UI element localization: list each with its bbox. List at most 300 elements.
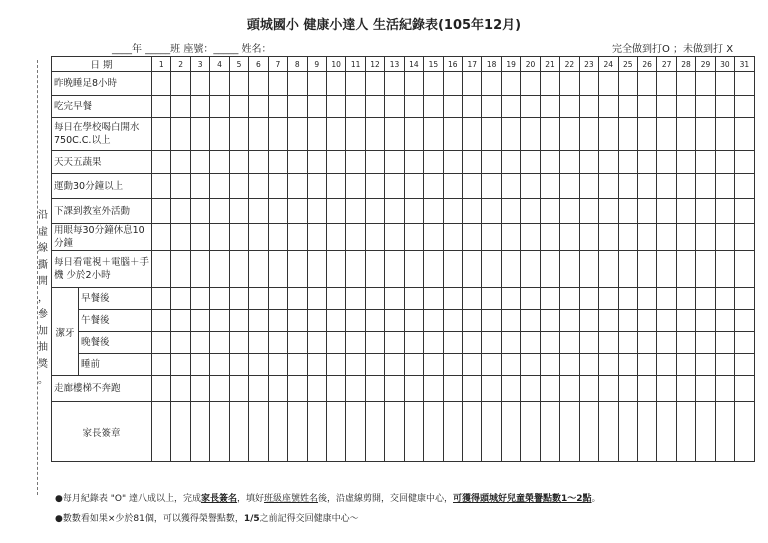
day-cell[interactable] (404, 288, 423, 310)
day-cell[interactable] (715, 288, 734, 310)
day-cell[interactable] (696, 199, 715, 224)
day-cell[interactable] (229, 224, 248, 251)
day-cell[interactable] (307, 224, 326, 251)
day-cell[interactable] (657, 376, 676, 402)
day-cell[interactable] (599, 174, 618, 199)
day-cell[interactable] (696, 251, 715, 288)
day-cell[interactable] (521, 224, 540, 251)
day-cell[interactable] (618, 224, 637, 251)
day-cell[interactable] (385, 118, 404, 151)
day-cell[interactable] (618, 310, 637, 332)
day-cell[interactable] (404, 251, 423, 288)
day-cell[interactable] (249, 354, 268, 376)
day-cell[interactable] (190, 224, 209, 251)
day-cell[interactable] (482, 332, 501, 354)
day-cell[interactable] (152, 118, 171, 151)
day-cell[interactable] (637, 288, 656, 310)
day-cell[interactable] (385, 354, 404, 376)
day-cell[interactable] (365, 72, 384, 96)
day-cell[interactable] (210, 288, 229, 310)
day-cell[interactable] (696, 310, 715, 332)
day-cell[interactable] (171, 310, 190, 332)
day-cell[interactable] (249, 96, 268, 118)
day-cell[interactable] (210, 251, 229, 288)
day-cell[interactable] (521, 354, 540, 376)
day-cell[interactable] (210, 118, 229, 151)
day-cell[interactable] (657, 199, 676, 224)
day-cell[interactable] (501, 96, 520, 118)
day-cell[interactable] (657, 288, 676, 310)
day-cell[interactable] (443, 72, 462, 96)
day-cell[interactable] (637, 354, 656, 376)
day-cell[interactable] (229, 354, 248, 376)
day-cell[interactable] (715, 354, 734, 376)
day-cell[interactable] (171, 151, 190, 174)
day-cell[interactable] (599, 251, 618, 288)
day-cell[interactable] (268, 251, 287, 288)
day-cell[interactable] (618, 251, 637, 288)
day-cell[interactable] (560, 151, 579, 174)
day-cell[interactable] (540, 199, 559, 224)
day-cell[interactable] (288, 288, 307, 310)
day-cell[interactable] (229, 402, 248, 462)
day-cell[interactable] (307, 199, 326, 224)
day-cell[interactable] (540, 96, 559, 118)
day-cell[interactable] (637, 199, 656, 224)
day-cell[interactable] (152, 288, 171, 310)
day-cell[interactable] (637, 224, 656, 251)
day-cell[interactable] (385, 199, 404, 224)
day-cell[interactable] (443, 402, 462, 462)
day-cell[interactable] (501, 376, 520, 402)
day-cell[interactable] (501, 354, 520, 376)
day-cell[interactable] (482, 72, 501, 96)
day-cell[interactable] (657, 251, 676, 288)
day-cell[interactable] (676, 151, 695, 174)
day-cell[interactable] (152, 310, 171, 332)
day-cell[interactable] (404, 402, 423, 462)
day-cell[interactable] (696, 288, 715, 310)
day-cell[interactable] (637, 251, 656, 288)
day-cell[interactable] (501, 288, 520, 310)
day-cell[interactable] (579, 310, 598, 332)
day-cell[interactable] (540, 174, 559, 199)
day-cell[interactable] (482, 151, 501, 174)
day-cell[interactable] (521, 199, 540, 224)
day-cell[interactable] (540, 251, 559, 288)
day-cell[interactable] (637, 332, 656, 354)
day-cell[interactable] (171, 402, 190, 462)
day-cell[interactable] (715, 402, 734, 462)
day-cell[interactable] (521, 288, 540, 310)
day-cell[interactable] (268, 96, 287, 118)
day-cell[interactable] (190, 72, 209, 96)
day-cell[interactable] (326, 72, 345, 96)
day-cell[interactable] (715, 151, 734, 174)
day-cell[interactable] (579, 332, 598, 354)
day-cell[interactable] (404, 174, 423, 199)
day-cell[interactable] (152, 199, 171, 224)
day-cell[interactable] (365, 251, 384, 288)
day-cell[interactable] (229, 72, 248, 96)
day-cell[interactable] (385, 376, 404, 402)
day-cell[interactable] (307, 118, 326, 151)
day-cell[interactable] (346, 174, 365, 199)
day-cell[interactable] (326, 96, 345, 118)
day-cell[interactable] (696, 354, 715, 376)
day-cell[interactable] (365, 174, 384, 199)
day-cell[interactable] (618, 332, 637, 354)
day-cell[interactable] (463, 199, 482, 224)
day-cell[interactable] (560, 118, 579, 151)
day-cell[interactable] (268, 199, 287, 224)
day-cell[interactable] (579, 288, 598, 310)
day-cell[interactable] (657, 96, 676, 118)
day-cell[interactable] (424, 199, 443, 224)
day-cell[interactable] (346, 310, 365, 332)
day-cell[interactable] (424, 402, 443, 462)
day-cell[interactable] (424, 332, 443, 354)
day-cell[interactable] (365, 310, 384, 332)
day-cell[interactable] (326, 251, 345, 288)
day-cell[interactable] (443, 199, 462, 224)
day-cell[interactable] (735, 402, 754, 462)
day-cell[interactable] (249, 118, 268, 151)
day-cell[interactable] (599, 96, 618, 118)
day-cell[interactable] (482, 310, 501, 332)
day-cell[interactable] (385, 332, 404, 354)
day-cell[interactable] (190, 174, 209, 199)
day-cell[interactable] (463, 96, 482, 118)
day-cell[interactable] (326, 174, 345, 199)
day-cell[interactable] (560, 332, 579, 354)
day-cell[interactable] (676, 96, 695, 118)
day-cell[interactable] (268, 288, 287, 310)
day-cell[interactable] (326, 224, 345, 251)
day-cell[interactable] (637, 72, 656, 96)
day-cell[interactable] (307, 174, 326, 199)
day-cell[interactable] (618, 96, 637, 118)
day-cell[interactable] (268, 72, 287, 96)
day-cell[interactable] (365, 402, 384, 462)
day-cell[interactable] (404, 310, 423, 332)
day-cell[interactable] (715, 72, 734, 96)
day-cell[interactable] (715, 224, 734, 251)
day-cell[interactable] (579, 118, 598, 151)
day-cell[interactable] (501, 251, 520, 288)
day-cell[interactable] (346, 251, 365, 288)
day-cell[interactable] (443, 310, 462, 332)
day-cell[interactable] (152, 96, 171, 118)
day-cell[interactable] (190, 199, 209, 224)
day-cell[interactable] (229, 310, 248, 332)
day-cell[interactable] (190, 402, 209, 462)
day-cell[interactable] (190, 310, 209, 332)
day-cell[interactable] (735, 332, 754, 354)
day-cell[interactable] (424, 310, 443, 332)
day-cell[interactable] (326, 118, 345, 151)
day-cell[interactable] (560, 310, 579, 332)
day-cell[interactable] (365, 199, 384, 224)
day-cell[interactable] (190, 251, 209, 288)
day-cell[interactable] (307, 251, 326, 288)
day-cell[interactable] (424, 118, 443, 151)
day-cell[interactable] (404, 332, 423, 354)
day-cell[interactable] (365, 224, 384, 251)
day-cell[interactable] (443, 332, 462, 354)
day-cell[interactable] (521, 151, 540, 174)
day-cell[interactable] (210, 72, 229, 96)
day-cell[interactable] (190, 332, 209, 354)
day-cell[interactable] (657, 224, 676, 251)
day-cell[interactable] (443, 224, 462, 251)
day-cell[interactable] (696, 174, 715, 199)
day-cell[interactable] (676, 354, 695, 376)
day-cell[interactable] (443, 354, 462, 376)
day-cell[interactable] (501, 151, 520, 174)
day-cell[interactable] (210, 402, 229, 462)
day-cell[interactable] (676, 376, 695, 402)
day-cell[interactable] (210, 96, 229, 118)
day-cell[interactable] (288, 199, 307, 224)
day-cell[interactable] (152, 402, 171, 462)
day-cell[interactable] (326, 151, 345, 174)
day-cell[interactable] (560, 174, 579, 199)
day-cell[interactable] (249, 288, 268, 310)
day-cell[interactable] (482, 251, 501, 288)
day-cell[interactable] (326, 288, 345, 310)
day-cell[interactable] (346, 151, 365, 174)
day-cell[interactable] (482, 224, 501, 251)
day-cell[interactable] (560, 354, 579, 376)
day-cell[interactable] (696, 96, 715, 118)
day-cell[interactable] (696, 332, 715, 354)
day-cell[interactable] (657, 151, 676, 174)
day-cell[interactable] (210, 224, 229, 251)
day-cell[interactable] (326, 310, 345, 332)
day-cell[interactable] (618, 72, 637, 96)
day-cell[interactable] (268, 354, 287, 376)
day-cell[interactable] (540, 72, 559, 96)
day-cell[interactable] (171, 224, 190, 251)
day-cell[interactable] (735, 354, 754, 376)
day-cell[interactable] (210, 199, 229, 224)
day-cell[interactable] (288, 332, 307, 354)
day-cell[interactable] (676, 174, 695, 199)
day-cell[interactable] (346, 402, 365, 462)
day-cell[interactable] (560, 288, 579, 310)
day-cell[interactable] (463, 118, 482, 151)
day-cell[interactable] (696, 72, 715, 96)
day-cell[interactable] (152, 251, 171, 288)
day-cell[interactable] (637, 310, 656, 332)
day-cell[interactable] (385, 72, 404, 96)
day-cell[interactable] (579, 96, 598, 118)
day-cell[interactable] (579, 199, 598, 224)
day-cell[interactable] (190, 376, 209, 402)
day-cell[interactable] (210, 310, 229, 332)
day-cell[interactable] (579, 174, 598, 199)
day-cell[interactable] (171, 251, 190, 288)
day-cell[interactable] (249, 174, 268, 199)
day-cell[interactable] (735, 151, 754, 174)
day-cell[interactable] (540, 151, 559, 174)
day-cell[interactable] (288, 310, 307, 332)
day-cell[interactable] (249, 310, 268, 332)
day-cell[interactable] (676, 72, 695, 96)
day-cell[interactable] (540, 118, 559, 151)
day-cell[interactable] (404, 376, 423, 402)
day-cell[interactable] (579, 224, 598, 251)
day-cell[interactable] (190, 118, 209, 151)
day-cell[interactable] (676, 402, 695, 462)
day-cell[interactable] (443, 288, 462, 310)
day-cell[interactable] (560, 402, 579, 462)
day-cell[interactable] (463, 72, 482, 96)
day-cell[interactable] (210, 376, 229, 402)
day-cell[interactable] (463, 174, 482, 199)
day-cell[interactable] (365, 96, 384, 118)
day-cell[interactable] (599, 354, 618, 376)
day-cell[interactable] (229, 332, 248, 354)
day-cell[interactable] (346, 224, 365, 251)
day-cell[interactable] (385, 96, 404, 118)
day-cell[interactable] (599, 376, 618, 402)
day-cell[interactable] (735, 199, 754, 224)
day-cell[interactable] (521, 96, 540, 118)
day-cell[interactable] (715, 332, 734, 354)
day-cell[interactable] (424, 376, 443, 402)
day-cell[interactable] (463, 288, 482, 310)
day-cell[interactable] (501, 72, 520, 96)
day-cell[interactable] (463, 402, 482, 462)
day-cell[interactable] (249, 151, 268, 174)
day-cell[interactable] (346, 354, 365, 376)
day-cell[interactable] (326, 354, 345, 376)
day-cell[interactable] (599, 72, 618, 96)
day-cell[interactable] (404, 72, 423, 96)
day-cell[interactable] (346, 376, 365, 402)
day-cell[interactable] (696, 151, 715, 174)
day-cell[interactable] (229, 251, 248, 288)
day-cell[interactable] (482, 118, 501, 151)
day-cell[interactable] (501, 332, 520, 354)
day-cell[interactable] (715, 310, 734, 332)
day-cell[interactable] (599, 118, 618, 151)
day-cell[interactable] (482, 402, 501, 462)
day-cell[interactable] (540, 376, 559, 402)
day-cell[interactable] (229, 199, 248, 224)
day-cell[interactable] (715, 251, 734, 288)
day-cell[interactable] (385, 288, 404, 310)
day-cell[interactable] (171, 199, 190, 224)
day-cell[interactable] (521, 402, 540, 462)
day-cell[interactable] (404, 199, 423, 224)
day-cell[interactable] (404, 224, 423, 251)
day-cell[interactable] (288, 224, 307, 251)
day-cell[interactable] (657, 332, 676, 354)
day-cell[interactable] (249, 199, 268, 224)
day-cell[interactable] (288, 376, 307, 402)
day-cell[interactable] (482, 174, 501, 199)
day-cell[interactable] (307, 151, 326, 174)
day-cell[interactable] (618, 118, 637, 151)
day-cell[interactable] (229, 174, 248, 199)
day-cell[interactable] (268, 402, 287, 462)
day-cell[interactable] (482, 354, 501, 376)
day-cell[interactable] (657, 118, 676, 151)
day-cell[interactable] (715, 96, 734, 118)
day-cell[interactable] (249, 332, 268, 354)
day-cell[interactable] (463, 251, 482, 288)
day-cell[interactable] (268, 376, 287, 402)
day-cell[interactable] (424, 224, 443, 251)
day-cell[interactable] (579, 376, 598, 402)
day-cell[interactable] (540, 310, 559, 332)
day-cell[interactable] (424, 151, 443, 174)
day-cell[interactable] (404, 118, 423, 151)
day-cell[interactable] (618, 376, 637, 402)
day-cell[interactable] (521, 251, 540, 288)
day-cell[interactable] (229, 151, 248, 174)
day-cell[interactable] (190, 96, 209, 118)
day-cell[interactable] (346, 96, 365, 118)
day-cell[interactable] (365, 288, 384, 310)
day-cell[interactable] (307, 310, 326, 332)
day-cell[interactable] (579, 72, 598, 96)
day-cell[interactable] (715, 199, 734, 224)
day-cell[interactable] (560, 96, 579, 118)
day-cell[interactable] (443, 251, 462, 288)
day-cell[interactable] (210, 332, 229, 354)
day-cell[interactable] (268, 310, 287, 332)
day-cell[interactable] (424, 354, 443, 376)
day-cell[interactable] (657, 310, 676, 332)
day-cell[interactable] (404, 151, 423, 174)
day-cell[interactable] (288, 118, 307, 151)
day-cell[interactable] (735, 376, 754, 402)
day-cell[interactable] (424, 174, 443, 199)
day-cell[interactable] (443, 118, 462, 151)
day-cell[interactable] (599, 288, 618, 310)
day-cell[interactable] (404, 354, 423, 376)
day-cell[interactable] (735, 72, 754, 96)
day-cell[interactable] (560, 376, 579, 402)
day-cell[interactable] (637, 151, 656, 174)
day-cell[interactable] (735, 288, 754, 310)
day-cell[interactable] (501, 402, 520, 462)
day-cell[interactable] (618, 174, 637, 199)
day-cell[interactable] (326, 402, 345, 462)
day-cell[interactable] (288, 72, 307, 96)
day-cell[interactable] (385, 251, 404, 288)
day-cell[interactable] (424, 288, 443, 310)
day-cell[interactable] (482, 199, 501, 224)
day-cell[interactable] (521, 332, 540, 354)
day-cell[interactable] (288, 251, 307, 288)
day-cell[interactable] (676, 310, 695, 332)
day-cell[interactable] (599, 199, 618, 224)
day-cell[interactable] (171, 354, 190, 376)
day-cell[interactable] (540, 288, 559, 310)
day-cell[interactable] (229, 96, 248, 118)
day-cell[interactable] (637, 96, 656, 118)
day-cell[interactable] (288, 151, 307, 174)
day-cell[interactable] (599, 224, 618, 251)
day-cell[interactable] (365, 376, 384, 402)
day-cell[interactable] (365, 354, 384, 376)
day-cell[interactable] (249, 72, 268, 96)
